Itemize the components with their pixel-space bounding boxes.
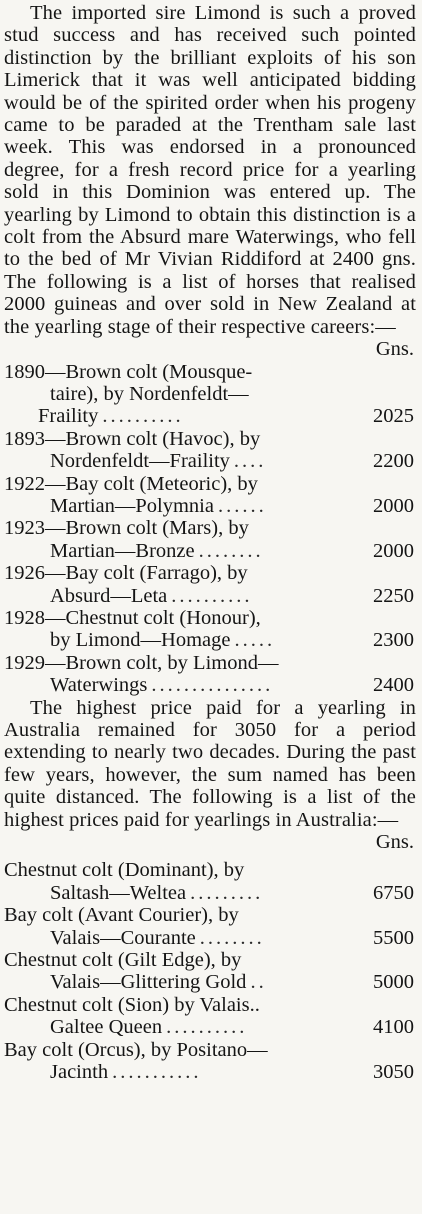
entry-line-1: Bay colt (Orcus), by Positano— [4, 1038, 268, 1061]
leader-dots: .. [250, 971, 267, 994]
entry-pedigree: Absurd—Leta [50, 584, 168, 607]
entry-line-1: 1928—Chestnut colt (Honour), [4, 606, 261, 629]
entry-price: 2025 [373, 405, 414, 428]
australia-paragraph: The highest price paid for a yearling in Australia remained for 3050 for a period extending to nearly two decades. During the past few years, however, the sum named has been quite distanced. The following is a list of the highest prices paid for yearlings in Australia:— [4, 696, 416, 831]
leader-dots: ........... [112, 1061, 202, 1084]
entry-price: 5000 [373, 971, 414, 994]
leader-dots: ........ [199, 926, 265, 949]
entry-line-1: Chestnut colt (Dominant), by [4, 859, 245, 882]
entry-line-1: 1923—Brown colt (Mars), by [4, 517, 249, 540]
entry-price: 2300 [373, 629, 414, 652]
entry-line-1: Chestnut colt (Gilt Edge), by [4, 949, 242, 972]
leader-dots: ......... [190, 881, 264, 904]
leader-dots: ...... [217, 494, 267, 517]
aus-list-entry [4, 904, 416, 949]
aus-price-unit-header: Gns. [375, 831, 414, 854]
aus-list-entry [4, 1039, 416, 1084]
entry-pedigree: Martian—Bronze [50, 539, 195, 562]
nz-list-entry [4, 652, 416, 697]
leader-dots: ........ [198, 539, 264, 562]
intro-paragraph: The imported sire Limond is such a proved stud success and has received such pointed distinction by the brilliant exploits of his son Limerick that it was well anticipated bidding would be of the spirited order when his progeny came to be paraded at the Trentham sale last week. This was endorsed in a pronounced degree, for a fresh record price for a yearling sold in this Dominion was entered up. The yearling by Limond to obtain this distinction is a colt from the Absurd mare Waterwings, who fell to the bed of Mr Vivian Riddiford at 2400 gns. The following is a list of horses that realised 2000 guineas and over sold in New Zealand at the yearling stage of their respective careers:— [4, 2, 416, 338]
leader-dots: .......... [102, 405, 184, 428]
entry-line-1b: taire), by Nordenfeldt— [50, 382, 249, 405]
entry-price: 2400 [373, 674, 414, 697]
nz-list-entry [4, 361, 416, 428]
nz-list-entry [4, 473, 416, 518]
leader-dots: ............... [151, 674, 274, 697]
entry-pedigree: Saltash—Weltea [50, 881, 187, 904]
leader-dots: .......... [166, 1016, 248, 1039]
nz-list-entry [4, 562, 416, 607]
entry-pedigree: Fraility [38, 405, 99, 428]
entry-price: 4100 [373, 1016, 414, 1039]
entry-pedigree: Valais—Glittering Gold [50, 971, 247, 994]
entry-price: 2200 [373, 450, 414, 473]
nz-list-entry [4, 517, 416, 562]
nz-list-entry [4, 607, 416, 652]
entry-line-1: 1922—Bay colt (Meteoric), by [4, 472, 258, 495]
aus-list-entry [4, 949, 416, 994]
entry-pedigree: Galtee Queen [50, 1016, 163, 1039]
entry-price: 5500 [373, 926, 414, 949]
aus-yearling-list [4, 859, 416, 1083]
leader-dots: .......... [171, 584, 253, 607]
entry-line-1: 1890—Brown colt (Mousque- [4, 360, 253, 383]
nz-list-entry [4, 428, 416, 473]
entry-pedigree: Martian—Polymnia [50, 494, 214, 517]
nz-yearling-list [4, 361, 416, 697]
aus-list-entry [4, 994, 416, 1039]
entry-price: 3050 [373, 1061, 414, 1084]
entry-pedigree: Waterwings [50, 674, 148, 697]
entry-price: 2000 [373, 494, 414, 517]
entry-line-1: 1926—Bay colt (Farrago), by [4, 562, 248, 585]
entry-pedigree: Jacinth [50, 1061, 109, 1084]
entry-line-1: 1929—Brown colt, by Limond— [4, 651, 279, 674]
entry-pedigree: Nordenfeldt—Fraility [50, 450, 230, 473]
entry-pedigree: Valais—Courante [50, 926, 196, 949]
entry-price: 2000 [373, 539, 414, 562]
entry-pedigree: by Limond—Homage [50, 629, 231, 652]
entry-line-1: 1893—Brown colt (Havoc), by [4, 427, 261, 450]
entry-price: 6750 [373, 881, 414, 904]
aus-list-entry [4, 859, 416, 904]
leader-dots: ..... [234, 629, 276, 652]
nz-price-unit-header: Gns. [375, 338, 414, 361]
entry-line-1: Bay colt (Avant Courier), by [4, 904, 239, 927]
entry-line-1: Chestnut colt (Sion) by Valais.. [4, 993, 260, 1016]
entry-price: 2250 [373, 584, 414, 607]
leader-dots: .... [233, 450, 267, 473]
